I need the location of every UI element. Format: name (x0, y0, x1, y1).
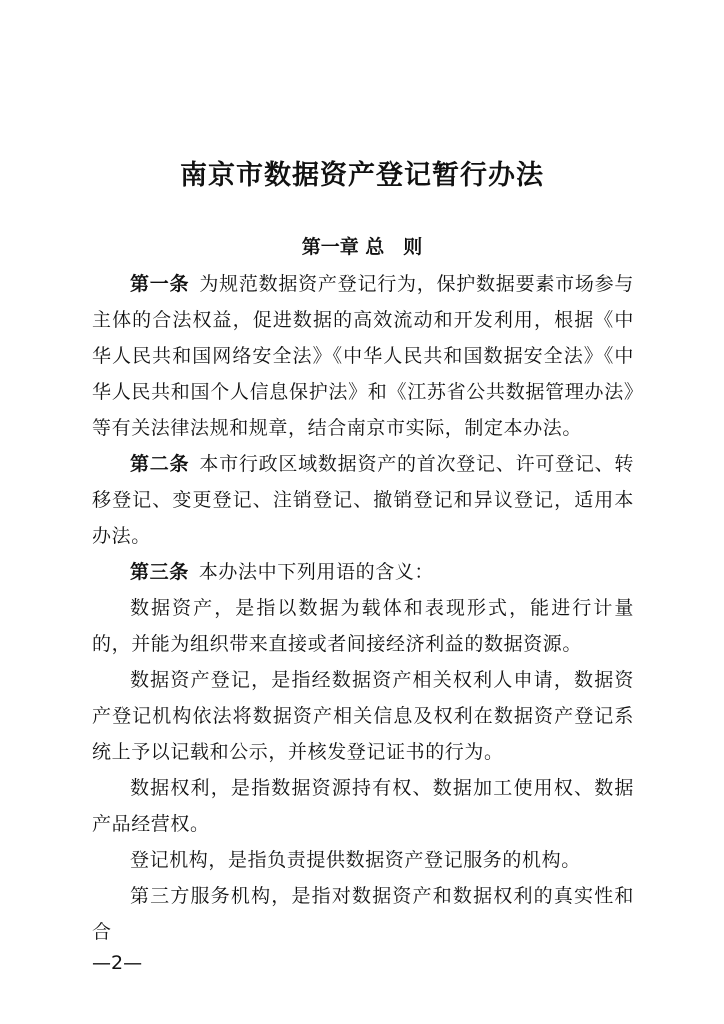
article-2-heading: 第二条 (130, 453, 190, 475)
document-body (92, 266, 634, 950)
chapter-heading: 第一章 总 则 (301, 236, 423, 258)
article-3-heading: 第三条 (130, 561, 189, 583)
article-2-paragraph (92, 446, 634, 554)
definition-third-party-agency: 第三方服务机构，是指对数据资产和数据权利的真实性和合 (92, 885, 634, 943)
document-title: 南京市数据资产登记暂行办法 (180, 160, 544, 191)
definition-data-asset-registration: 数据资产登记，是指经数据资产相关权利人申请，数据资产登记机构依法将数据资产相关信息及权利在数据资产登记系统上予以记载和公示，并核发登记证书的行为。 (92, 669, 634, 763)
article-3-text: 本办法中下列用语的含义： (198, 561, 435, 583)
definition-registration-agency: 登记机构，是指负责提供数据资产登记服务的机构。 (130, 849, 581, 871)
definition-data-asset: 数据资产，是指以数据为载体和表现形式，能进行计量的，并能为组织带来直接或者间接经济利益的数据资源。 (92, 597, 634, 655)
page-number: —2— (92, 952, 143, 974)
definition-data-rights: 数据权利，是指数据资源持有权、数据加工使用权、数据产品经营权。 (92, 777, 634, 835)
article-1-heading: 第一条 (130, 273, 190, 295)
article-3-paragraph (92, 554, 634, 590)
article-1-text: 为规范数据资产登记行为，保护数据要素市场参与主体的合法权益，促进数据的高效流动和开发利用，根据《中华人民共和国网络安全法》《中华人民共和国数据安全法》《中华人民共和国个人信息保护法》和《江苏省公共数据管理办法》等有关法律法规和规章，结合南京市实际，制定本办法。 (92, 273, 634, 439)
article-2-text: 本市行政区域数据资产的首次登记、许可登记、转移登记、变更登记、注销登记、撤销登记和异议登记，适用本办法。 (92, 453, 634, 547)
article-1-paragraph (92, 266, 634, 446)
